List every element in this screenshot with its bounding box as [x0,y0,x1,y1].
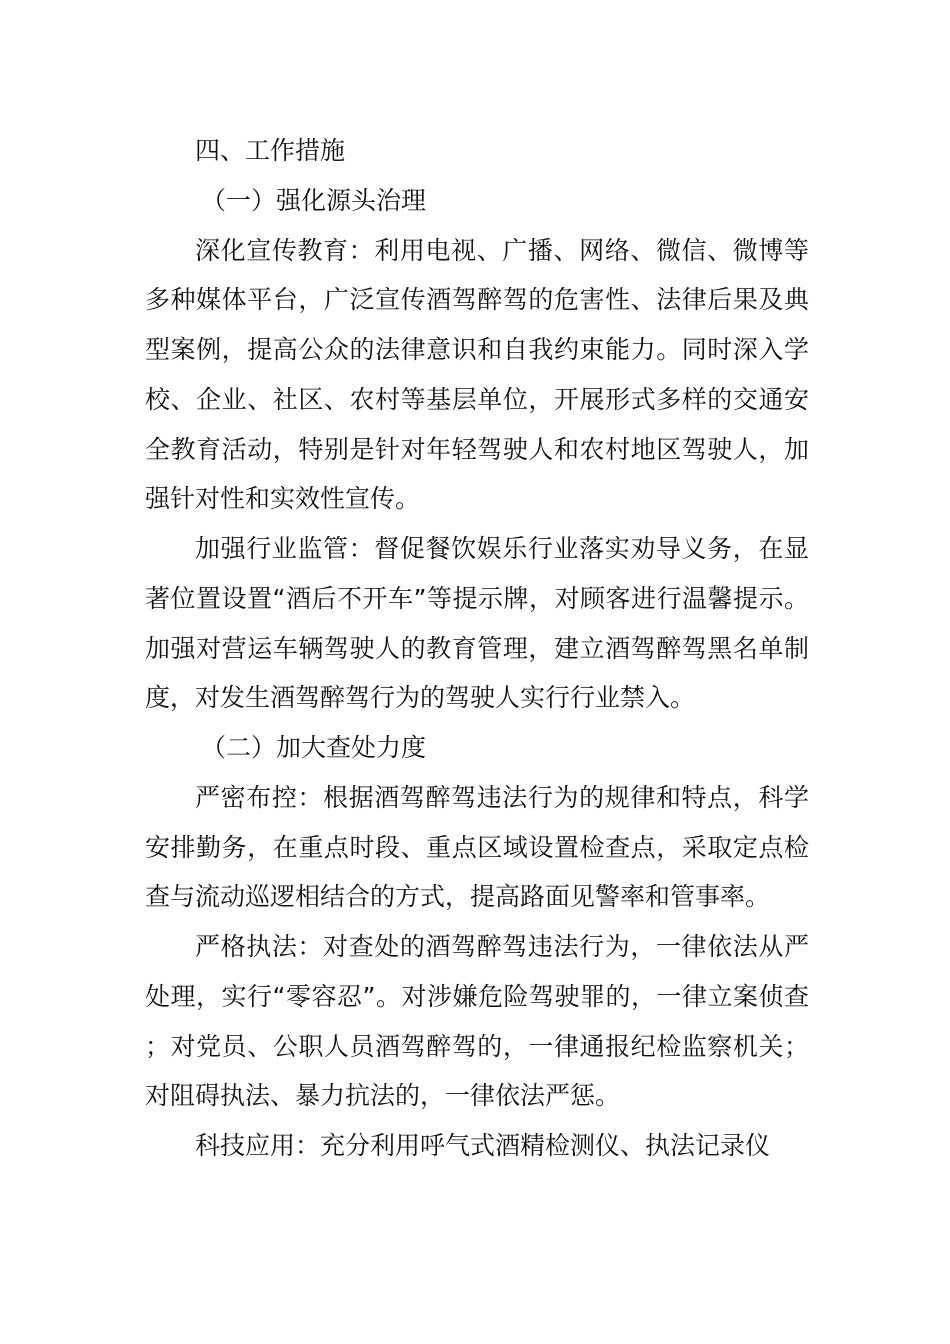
subsection-title-strengthen-source: （一）强化源头治理 [201,185,427,215]
section-heading: 四、工作措施 [195,136,346,165]
subsection-title-increase-enforcement: （二）加大查处力度 [201,733,427,762]
paragraph-strict-enforcement: 严格执法：对查处的酒驾醉驾违法行为，一律依法从严处理，实行“零容忍”。对涉嫌危险驾驶罪的，一律立案侦查；对党员、公职人员酒驾醉驾的，一律通报纪检监察机关；对阻碍执法、暴力抗法的，一律依法严惩。 [145,932,809,1111]
paragraph-strict-deployment: 严密布控：根据酒驾醉驾违法行为的规律和特点，科学安排勤务，在重点时段、重点区域设置检查点，采取定点检查与流动巡逻相结合的方式，提高路面见警率和管事率。 [145,782,809,912]
document-body [145,126,809,1171]
paragraph-technology-application: 科技应用：充分利用呼气式酒精检测仪、执法记录仪 [195,1131,771,1160]
paragraph-industry-supervision: 加强行业监管：督促餐饮娱乐行业落实劝导义务，在显著位置设置“酒后不开车”等提示牌，对顾客进行温馨提示。加强对营运车辆驾驶人的教育管理，建立酒驾醉驾黑名单制度，对发生酒驾醉驾行为的驾驶人实行行业禁入。 [145,534,809,713]
paragraph-publicity-education: 深化宣传教育：利用电视、广播、网络、微信、微博等多种媒体平台，广泛宣传酒驾醉驾的危害性、法律后果及典型案例，提高公众的法律意识和自我约束能力。同时深入学校、企业、社区、农村等基层单位，开展形式多样的交通安全教育活动，特别是针对年轻驾驶人和农村地区驾驶人，加强针对性和实效性宣传。 [145,235,809,514]
